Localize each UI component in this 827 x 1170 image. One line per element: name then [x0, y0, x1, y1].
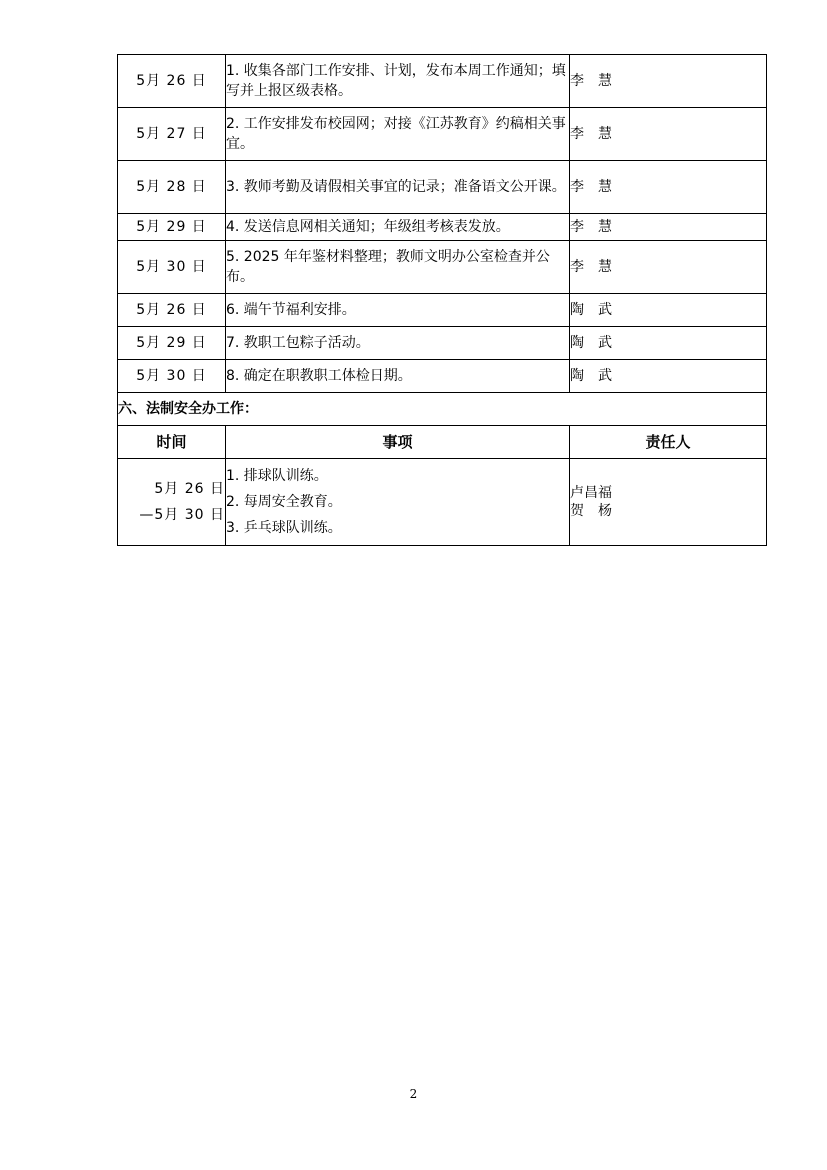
table-row	[118, 459, 767, 546]
task-cell: 8. 确定在职教职工体检日期。	[226, 360, 570, 393]
header-task: 事项	[226, 426, 570, 459]
task-cell: 3. 教师考勤及请假相关事宜的记录；准备语文公开课。	[226, 161, 570, 214]
table-row	[118, 108, 767, 161]
header-row	[118, 426, 767, 459]
task-cell: 1. 收集各部门工作安排、计划，发布本周工作通知；填写并上报区级表格。	[226, 55, 570, 108]
owner-cell: 李 慧	[570, 214, 767, 241]
date-line: 5月 26 日	[154, 481, 225, 497]
task-cell: 5. 2025 年年鉴材料整理；教师文明办公室检查并公布。	[226, 241, 570, 294]
table-row	[118, 214, 767, 241]
date-cell: 5月 26 日	[118, 294, 226, 327]
task-item: 1. 排球队训练。	[226, 468, 328, 484]
owner-cell: 陶 武	[570, 294, 767, 327]
table-row	[118, 327, 767, 360]
header-owner: 责任人	[570, 426, 767, 459]
table-row	[118, 55, 767, 108]
owner-cell: 李 慧	[570, 241, 767, 294]
owner-name: 贺 杨	[570, 503, 612, 519]
date-line: —5月 30 日	[139, 507, 225, 523]
owner-cell: 陶 武	[570, 327, 767, 360]
section-title-row	[118, 393, 767, 426]
owner-cell: 李 慧	[570, 55, 767, 108]
task-cell: 6. 端午节福利安排。	[226, 294, 570, 327]
date-cell: 5月 30 日	[118, 241, 226, 294]
page-number: 2	[409, 1087, 418, 1101]
table-row	[118, 294, 767, 327]
section-title: 六、法制安全办工作：	[118, 393, 767, 426]
task-cell: 7. 教职工包粽子活动。	[226, 327, 570, 360]
task-item: 3. 乒乓球队训练。	[226, 520, 342, 536]
date-cell: 5月 29 日	[118, 214, 226, 241]
date-cell: 5月 27 日	[118, 108, 226, 161]
date-cell: 5月 30 日	[118, 360, 226, 393]
date-cell: 5月 29 日	[118, 327, 226, 360]
table-row	[118, 241, 767, 294]
owner-cell: 李 慧	[570, 161, 767, 214]
owner-list-cell	[570, 459, 767, 546]
work-plan-table	[117, 54, 767, 546]
header-time: 时间	[118, 426, 226, 459]
task-cell: 4. 发送信息网相关通知；年级组考核表发放。	[226, 214, 570, 241]
task-list-cell	[226, 459, 570, 546]
table-row	[118, 161, 767, 214]
owner-cell: 李 慧	[570, 108, 767, 161]
date-range-cell	[118, 459, 226, 546]
owner-cell: 陶 武	[570, 360, 767, 393]
table-row	[118, 360, 767, 393]
date-cell: 5月 28 日	[118, 161, 226, 214]
owner-name: 卢昌福	[570, 485, 612, 501]
task-item: 2. 每周安全教育。	[226, 494, 342, 510]
date-cell: 5月 26 日	[118, 55, 226, 108]
task-cell: 2. 工作安排发布校园网；对接《江苏教育》约稿相关事宜。	[226, 108, 570, 161]
